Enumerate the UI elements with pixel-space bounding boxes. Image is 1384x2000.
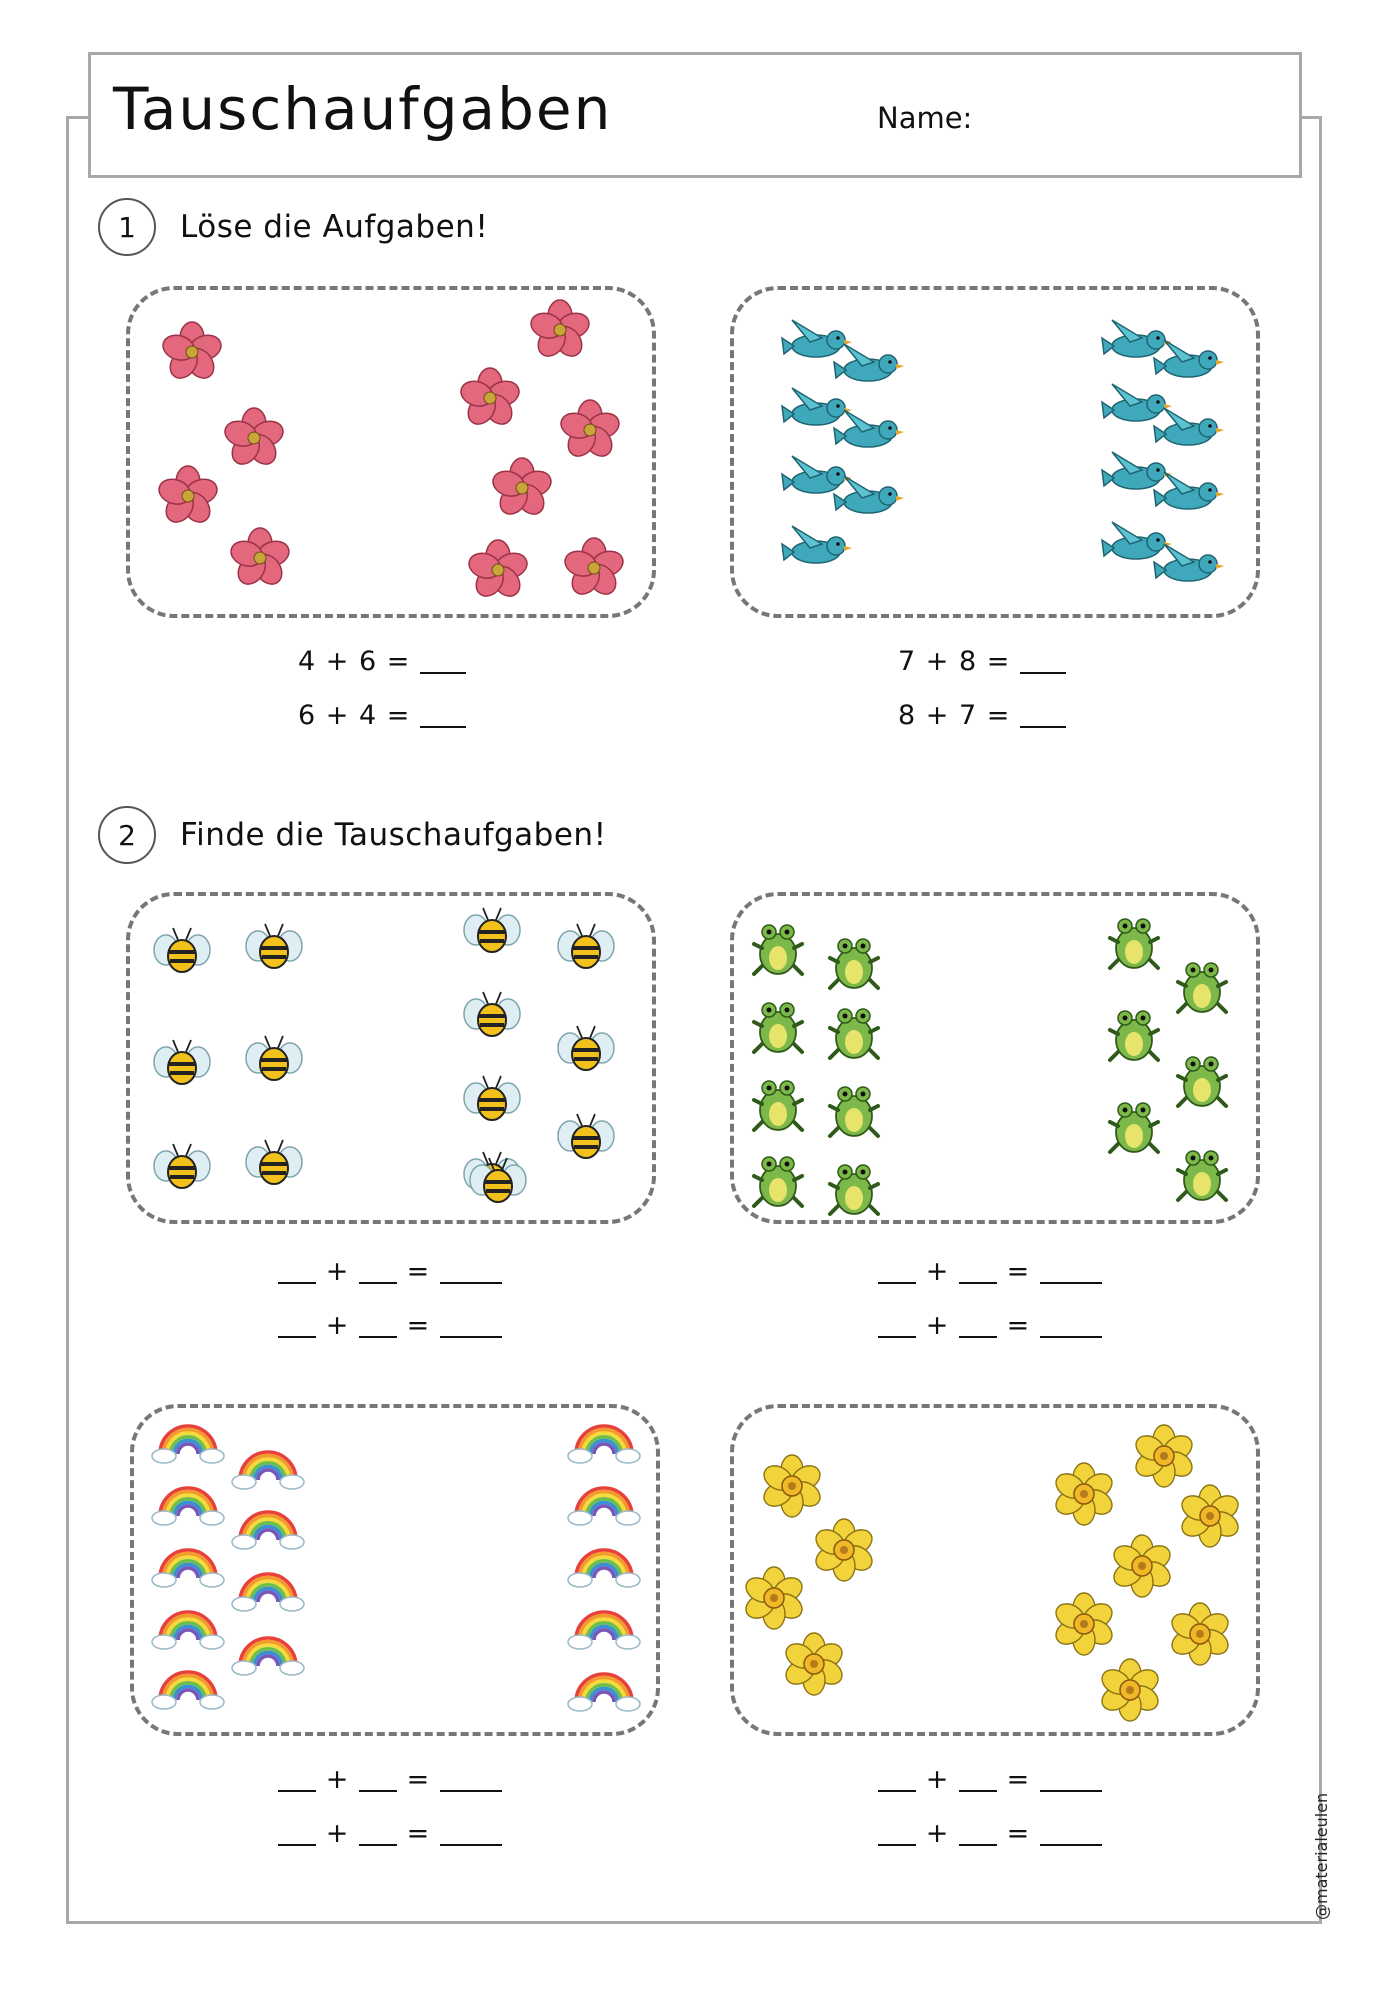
daffodil-icon	[1168, 1603, 1233, 1665]
bird-icon	[782, 456, 852, 493]
sum-blank[interactable]	[1040, 1256, 1102, 1284]
frog-icon	[830, 1165, 878, 1214]
daffodil-icon	[1132, 1425, 1197, 1487]
answer-blank[interactable]	[1020, 646, 1066, 674]
addend-blank[interactable]	[359, 1764, 397, 1792]
bird-icon	[1154, 472, 1224, 509]
section-1-header	[98, 198, 488, 256]
plus-sign: +	[925, 1310, 950, 1341]
daffodil-icon	[1178, 1485, 1243, 1547]
blank-equation-bees-2	[240, 1310, 540, 1341]
bee-icon	[464, 992, 520, 1036]
blank-equation-daffodils-2	[840, 1818, 1140, 1849]
frog-icon	[1178, 1151, 1226, 1200]
frog-icon	[1178, 963, 1226, 1012]
bee-icon	[558, 1114, 614, 1158]
frog-icon	[1110, 1011, 1158, 1060]
bird-icon	[782, 388, 852, 425]
equals-sign: =	[406, 1764, 431, 1795]
name-label: Name:	[877, 101, 973, 135]
rainbow-icon	[232, 1512, 304, 1549]
bird-icon	[782, 320, 852, 357]
bee-icon	[558, 1026, 614, 1070]
equals-sign: =	[406, 1818, 431, 1849]
plus-sign: +	[325, 1256, 350, 1287]
bird-icon	[1102, 522, 1172, 559]
addend-blank[interactable]	[359, 1818, 397, 1846]
addend-blank[interactable]	[959, 1764, 997, 1792]
plus-sign: +	[325, 1818, 350, 1849]
section-2-header	[98, 806, 607, 864]
plus-sign: +	[325, 1310, 350, 1341]
bird-icon	[834, 410, 904, 447]
rainbow-icon	[568, 1550, 640, 1587]
sum-blank[interactable]	[440, 1256, 502, 1284]
bee-icon	[246, 1140, 302, 1184]
bird-icon	[1154, 340, 1224, 377]
blank-equation-frogs-2	[840, 1310, 1140, 1341]
panel-frogs	[730, 892, 1260, 1224]
sum-blank[interactable]	[1040, 1764, 1102, 1792]
answer-blank[interactable]	[420, 700, 466, 728]
daffodil-icon	[782, 1633, 847, 1695]
bee-icon	[558, 924, 614, 968]
answer-blank[interactable]	[420, 646, 466, 674]
bird-icon	[834, 476, 904, 513]
equals-sign: =	[1006, 1764, 1031, 1795]
equation-text: 8 + 7 =	[898, 700, 1011, 731]
blank-equation-frogs-1	[840, 1256, 1140, 1287]
rainbow-icon	[232, 1638, 304, 1675]
rainbow-icon	[232, 1574, 304, 1611]
equals-sign: =	[1006, 1310, 1031, 1341]
blank-equation-rainbows-2	[240, 1818, 540, 1849]
flower-icon	[466, 540, 530, 601]
daffodil-icon	[760, 1455, 825, 1517]
plus-sign: +	[925, 1764, 950, 1795]
addend-blank[interactable]	[878, 1764, 916, 1792]
bee-picture-group	[130, 896, 656, 1224]
flower-icon	[228, 528, 292, 589]
rainbow-icon	[568, 1612, 640, 1649]
frog-icon	[754, 1157, 802, 1206]
addend-blank[interactable]	[278, 1310, 316, 1338]
sum-blank[interactable]	[440, 1818, 502, 1846]
addend-blank[interactable]	[959, 1818, 997, 1846]
plus-sign: +	[925, 1818, 950, 1849]
bird-icon	[1102, 384, 1172, 421]
equation-birds-1	[832, 646, 1132, 677]
daffodil-picture-group	[734, 1408, 1260, 1736]
bee-icon	[154, 1040, 210, 1084]
addend-blank[interactable]	[278, 1256, 316, 1284]
section-2-instruction: Finde die Tauschaufgaben!	[180, 817, 607, 853]
panel-bees	[126, 892, 656, 1224]
daffodil-icon	[1052, 1463, 1117, 1525]
frog-icon	[754, 925, 802, 974]
frog-icon	[754, 1003, 802, 1052]
section-1-number: 1	[98, 198, 156, 256]
rainbow-icon	[232, 1452, 304, 1489]
equation-text: 6 + 4 =	[298, 700, 411, 731]
panel-flowers	[126, 286, 656, 618]
equals-sign: =	[1006, 1256, 1031, 1287]
addend-blank[interactable]	[878, 1818, 916, 1846]
bird-icon	[1102, 452, 1172, 489]
flower-icon	[558, 400, 622, 461]
flower-icon	[222, 408, 286, 469]
bird-icon	[1154, 544, 1224, 581]
frog-icon	[1110, 1103, 1158, 1152]
addend-blank[interactable]	[278, 1764, 316, 1792]
bee-icon	[154, 1144, 210, 1188]
rainbow-icon	[152, 1612, 224, 1649]
blank-equation-bees-1	[240, 1256, 540, 1287]
bee-icon	[464, 1076, 520, 1120]
flower-icon	[490, 458, 554, 519]
header	[88, 52, 1302, 178]
flower-icon	[160, 322, 224, 383]
rainbow-icon	[152, 1672, 224, 1709]
page-title: Tauschaufgaben	[113, 75, 613, 143]
rainbow-picture-group	[134, 1408, 660, 1736]
bird-icon	[834, 344, 904, 381]
addend-blank[interactable]	[359, 1256, 397, 1284]
bird-icon	[1154, 408, 1224, 445]
frog-icon	[830, 1087, 878, 1136]
bee-icon	[154, 928, 210, 972]
panel-daffodils	[730, 1404, 1260, 1736]
rainbow-icon	[568, 1426, 640, 1463]
panel-rainbows	[130, 1404, 660, 1736]
frog-icon	[830, 939, 878, 988]
frog-icon	[754, 1081, 802, 1130]
bee-icon	[246, 924, 302, 968]
addend-blank[interactable]	[278, 1818, 316, 1846]
bird-picture-group	[734, 290, 1260, 618]
rainbow-icon	[152, 1426, 224, 1463]
equals-sign: =	[406, 1256, 431, 1287]
bee-icon	[464, 908, 520, 952]
section-1-instruction: Löse die Aufgaben!	[180, 209, 489, 245]
equation-flowers-1	[232, 646, 532, 677]
blank-equation-rainbows-1	[240, 1764, 540, 1795]
frog-icon	[1178, 1057, 1226, 1106]
frog-picture-group	[734, 896, 1260, 1224]
equation-text: 4 + 6 =	[298, 646, 411, 677]
blank-equation-daffodils-1	[840, 1764, 1140, 1795]
flower-icon	[562, 538, 626, 599]
credit-text: @materialeulen	[1312, 1792, 1331, 1920]
flower-icon	[156, 466, 220, 527]
flower-picture-group	[130, 290, 656, 618]
equals-sign: =	[406, 1310, 431, 1341]
section-2-number: 2	[98, 806, 156, 864]
sum-blank[interactable]	[1040, 1310, 1102, 1338]
rainbow-icon	[152, 1488, 224, 1525]
equation-flowers-2	[232, 700, 532, 731]
plus-sign: +	[925, 1256, 950, 1287]
daffodil-icon	[1098, 1659, 1163, 1721]
equals-sign: =	[1006, 1818, 1031, 1849]
rainbow-icon	[152, 1550, 224, 1587]
rainbow-icon	[568, 1674, 640, 1711]
addend-blank[interactable]	[959, 1256, 997, 1284]
daffodil-icon	[812, 1519, 877, 1581]
frog-icon	[830, 1009, 878, 1058]
addend-blank[interactable]	[878, 1256, 916, 1284]
addend-blank[interactable]	[359, 1310, 397, 1338]
addend-blank[interactable]	[959, 1310, 997, 1338]
equation-text: 7 + 8 =	[898, 646, 1011, 677]
bird-icon	[782, 526, 852, 563]
panel-birds	[730, 286, 1260, 618]
plus-sign: +	[325, 1764, 350, 1795]
flower-icon	[528, 300, 592, 361]
rainbow-icon	[568, 1488, 640, 1525]
daffodil-icon	[1052, 1593, 1117, 1655]
daffodil-icon	[1110, 1535, 1175, 1597]
addend-blank[interactable]	[878, 1310, 916, 1338]
frog-icon	[1110, 919, 1158, 968]
bee-icon	[246, 1036, 302, 1080]
answer-blank[interactable]	[1020, 700, 1066, 728]
daffodil-icon	[742, 1567, 807, 1629]
bird-icon	[1102, 320, 1172, 357]
equation-birds-2	[832, 700, 1132, 731]
sum-blank[interactable]	[1040, 1818, 1102, 1846]
flower-icon	[458, 368, 522, 429]
sum-blank[interactable]	[440, 1310, 502, 1338]
sum-blank[interactable]	[440, 1764, 502, 1792]
